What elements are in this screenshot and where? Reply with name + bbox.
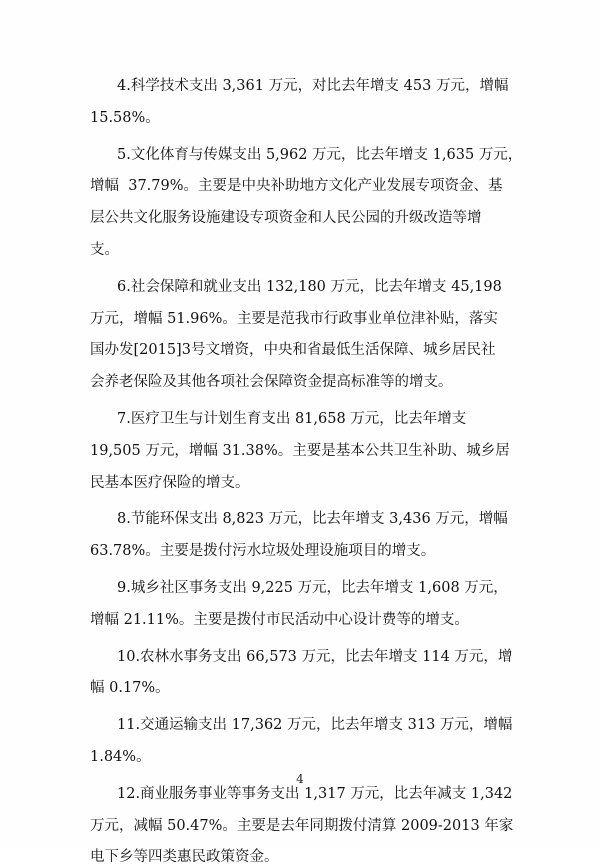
paragraph-line: 万元，减幅 50.47%。主要是去年同期拨付清算 2009-2013 年家 [90, 818, 514, 834]
paragraph-line: 11.交通运输支出 17,362 万元，比去年增支 313 万元，增幅 [117, 717, 513, 733]
paragraph-line: 层公共文化服务设施建设专项资金和人民公园的升级改造等增 [90, 210, 482, 226]
paragraph-line: 增幅 37.79%。主要是中央补助地方文化产业发展专项资金、基 [90, 178, 503, 194]
paragraph-line: 国办发[2015]3号文增资，中央和省最低生活保障、城乡居民社 [90, 342, 496, 358]
paragraph-line: 会养老保险及其他各项社会保障资金提高标准等的增支。 [90, 374, 453, 390]
page-number: 4 [296, 772, 304, 786]
paragraph-line: 8.节能环保支出 8,823 万元，比去年增支 3,436 万元，增幅 [117, 511, 508, 527]
paragraph-line: 6.社会保障和就业支出 132,180 万元，比去年增支 45,198 [117, 279, 502, 295]
paragraph-line: 63.78%。主要是拨付污水垃圾处理设施项目的增支。 [90, 543, 436, 559]
paragraph-line: 万元，增幅 51.96%。主要是范我市行政事业单位津补贴，落实 [90, 311, 498, 327]
paragraph-line: 增幅 21.11%。主要是拨付市民活动中心设计费等的增支。 [90, 612, 469, 628]
paragraph-line: 幅 0.17%。 [90, 680, 170, 696]
paragraph-line: 5.文化体育与传媒支出 5,962 万元，比去年增支 1,635 万元， [117, 147, 523, 163]
paragraph-line: 电下乡等四类惠民政策资金。 [90, 849, 279, 865]
paragraph-line: 10.农林水事务支出 66,573 万元，比去年增支 114 万元，增 [117, 649, 513, 665]
paragraph-line: 民基本医疗保险的增支。 [90, 475, 250, 491]
paragraph-line: 1.84%。 [90, 749, 151, 765]
paragraph-line: 7.医疗卫生与计划生育支出 81,658 万元，比去年增支 [117, 411, 467, 427]
paragraph-line: 支。 [90, 242, 119, 258]
paragraph-line: 15.58%。 [90, 110, 160, 126]
paragraph-line: 9.城乡社区事务支出 9,225 万元，比去年增支 1,608 万元， [117, 580, 508, 596]
paragraph-line: 12.商业服务事业等事务支出 1,317 万元，比去年减支 1,342 [117, 786, 513, 802]
paragraph-line: 4.科学技术支出 3,361 万元，对比去年增支 453 万元，增幅 [117, 78, 509, 94]
paragraph-line: 19,505 万元，增幅 31.38%。主要是基本公共卫生补助、城乡居 [90, 443, 510, 459]
